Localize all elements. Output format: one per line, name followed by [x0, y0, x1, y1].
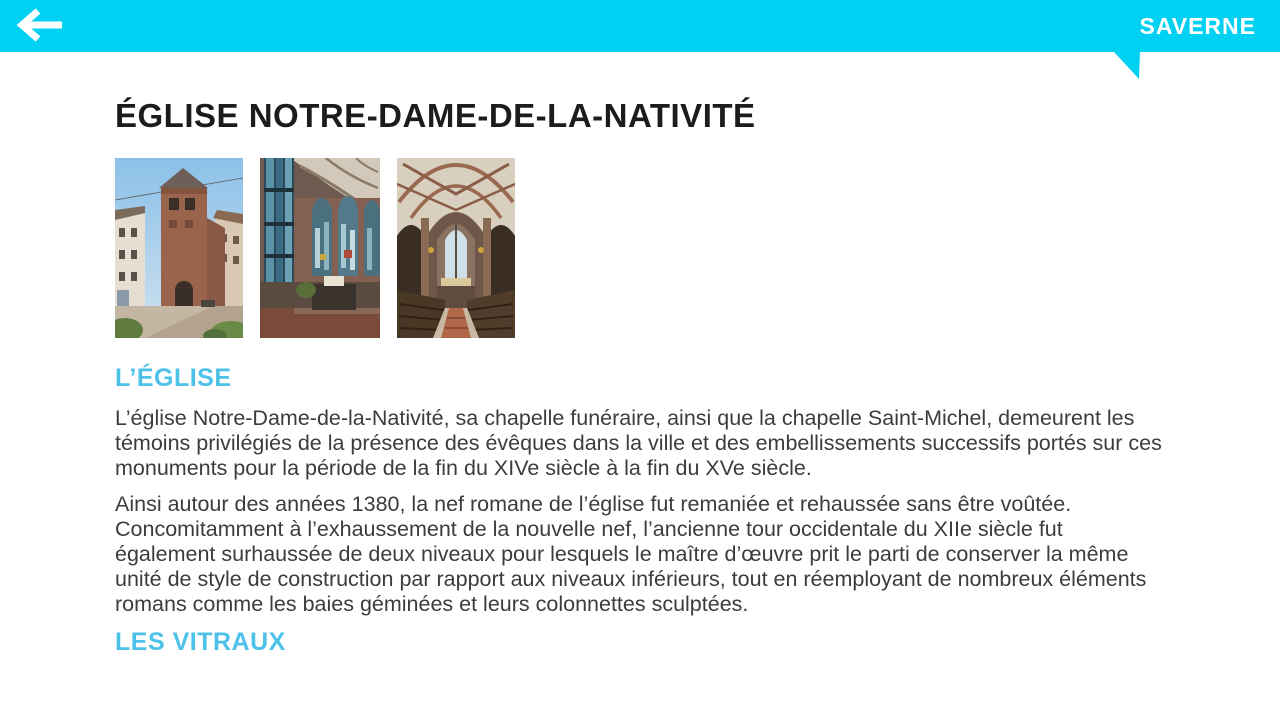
paragraph-eglise-2: Ainsi autour des années 1380, la nef romane de l’église fut remaniée et rehaussée sans être voûtée. Concomitamment à l’exhaussement de la nouvelle nef, l’ancienne tour occidentale du XIIe siècle fut également surhaussée de deux niveaux pour lesquels le maître d’œuvre prit le parti de conserver la même unité de style de construction par rapport aux niveaux inférieurs, tout en réemployant de nombreux éléments romans comme les baies géminées et leurs colonnettes sculptées.	[115, 492, 1147, 616]
paragraph-eglise-1: L’église Notre-Dame-de-la-Nativité, sa chapelle funéraire, ainsi que la chapelle Saint-Michel, demeurent les témoins privilégiés de la présence des évêques dans la ville et des embellissements successifs portés sur ces monuments pour la période de la fin du XIVe siècle à la fin du XVe siècle.	[115, 406, 1162, 480]
church-exterior-illustration	[115, 158, 243, 338]
photo-chapel-interior[interactable]	[260, 158, 380, 338]
nave-interior-illustration	[397, 158, 515, 338]
back-button[interactable]	[0, 0, 80, 52]
photo-gallery	[115, 158, 1165, 338]
page-title: ÉGLISE NOTRE-DAME-DE-LA-NATIVITÉ	[115, 97, 756, 134]
section-heading-vitraux: LES VITRAUX	[115, 628, 286, 656]
brand-title: SAVERNE	[1139, 12, 1256, 39]
header-speech-tail	[1114, 52, 1140, 79]
chapel-interior-illustration	[260, 158, 380, 338]
page-content	[0, 52, 1280, 657]
app-header	[0, 0, 1280, 52]
photo-nave-interior[interactable]	[397, 158, 515, 338]
arrow-left-icon	[16, 7, 66, 46]
photo-church-exterior[interactable]	[115, 158, 243, 338]
section-heading-eglise: L’ÉGLISE	[115, 364, 232, 392]
